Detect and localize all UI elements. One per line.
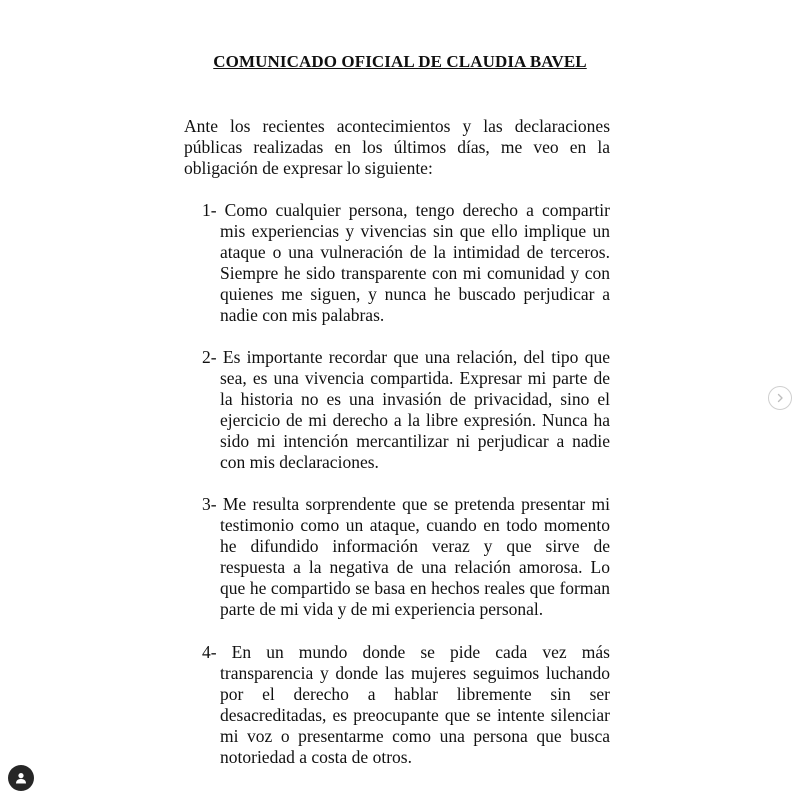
chevron-right-icon [775,393,785,403]
statement-point-4: 4- En un mundo donde se pide cada vez más transparencia y donde las mujeres seguimos luchando por el derecho a hablar libremente sin ser desacreditadas, es preocupante que se intente silenciar mi voz o presentarme como una persona que busca notoriedad a costa de otros. [202,642,610,767]
statement-point-1: 1- Como cualquier persona, tengo derecho a compartir mis experiencias y vivencias sin que ello implique un ataque o una vulneración de la intimidad de terceros. Siempre he sido transparente con mi comunidad y con quienes me siguen, y nunca he buscado perjudicar a nadie con mis palabras. [202,200,610,325]
statement-point-2: 2- Es importante recordar que una relación, del tipo que sea, es una vivencia compartida. Expresar mi parte de la historia no es una invasión de privacidad, sino el ejercicio de mi derecho a la libre expresión. Nunca ha sido mi intención mercantilizar ni perjudicar a nadie con mis declaraciones. [202,347,610,472]
user-tag-button[interactable] [8,765,34,791]
next-button[interactable] [768,386,792,410]
user-icon [14,771,28,785]
intro-paragraph: Ante los recientes acontecimientos y las declaraciones públicas realizadas en los últimos días, me veo en la obligación de expresar lo siguiente: [184,116,610,178]
page-title: COMUNICADO OFICIAL DE CLAUDIA BAVEL [213,52,587,71]
statement-point-3: 3- Me resulta sorprendente que se pretenda presentar mi testimonio como un ataque, cuando en todo momento he difundido información veraz y que sirve de respuesta a la negativa de una relación amorosa. Lo que he compartido se basa en hechos reales que forman parte de mi vida y de mi experiencia personal. [202,494,610,619]
